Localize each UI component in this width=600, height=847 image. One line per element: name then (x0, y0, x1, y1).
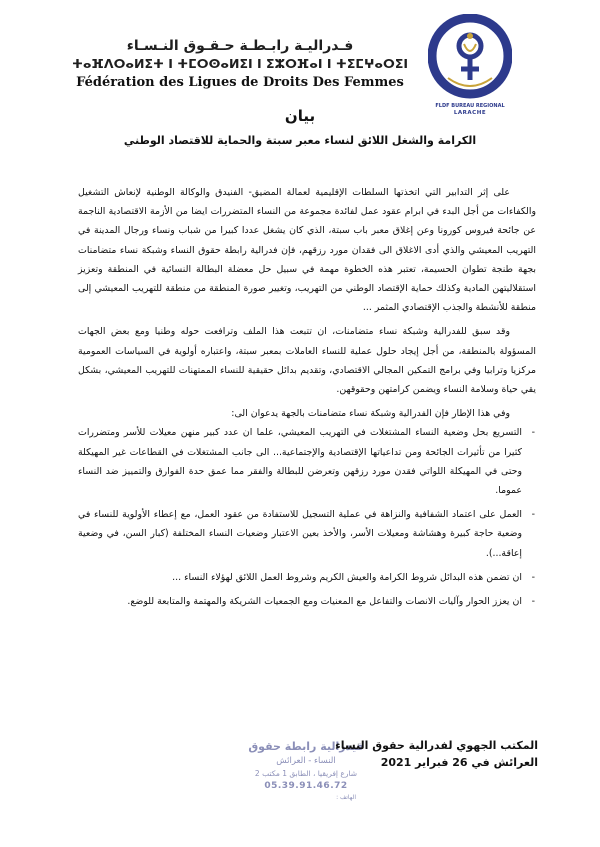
stamp-line-2: النساء - العرائش (276, 756, 336, 766)
logo-bureau-text: FLDF BUREAU REGIONAL (435, 103, 505, 109)
stamp-address: شارع إفريقيا ، الطابق 1 مكتب 2 (254, 769, 358, 778)
demand-item: - ان تضمن هذه البدائل شروط الكرامة والعيش الكريم وشروط العمل اللائق لهؤلاء النساء ... (78, 568, 522, 587)
demand-item: - التسريع بحل وضعية النساء المشتغلات في التهريب المعيشي، علما ان عدد كبير منهن معيلات للأسر ومتضررات كثيرا من تأثيرات الجائحة ومن تداعياتها الإقتصادية والإجتماعية... الى جانب المشتغلات في القطاعات غير المهيكلة وحتى في المهيكلة اللواتي فقدن مورد رزقهن وتعرضن للبطالة والفقر مما عمق حدة الفوارق والتمييز ضد النساء عموما. (78, 423, 522, 500)
paragraph-advocacy: وقد سبق للفدرالية وشبكة نساء متضامنات، ان تتبعت هذا الملف وترافعت حوله وطنيا ومع بعض الجهات المسؤولة بالمنطقة، من أجل إيجاد حلول عملية للنساء العاملات بمعبر سبتة، واعتباره أولوية في السياسات العمومية مركزيا وترابيا وفي برامج التمكين المجالي الاقتصادي، وتقديم بدائل حقيقية للنساء الممتهنات للتهريب المعيشي، بشكل يقي حياة وسلامة النساء ويضمن كرامتهن وحقوقهن. (78, 326, 536, 396)
stamp-line-1: فيدرالية رابطة حقوق (248, 740, 364, 753)
document-title: بيان (284, 107, 316, 125)
logo-city-text: LARACHE (453, 110, 487, 116)
statement-body (78, 183, 536, 611)
demand-item: - ان يعزز الحوار وآليات الانصات والتفاعل مع المعنيات ومع الجمعيات الشريكة والمهتمة والمتابعة للوضع. (78, 592, 522, 611)
signature-block (306, 737, 538, 771)
signature-place-date: العرائش في 26 فبراير 2021 (380, 756, 538, 769)
stamp-phone-label: الهاتف : (336, 794, 356, 801)
document-subtitle: الكرامة والشغل اللائق لنساء معبر سبتة والحماية للاقتصاد الوطني (123, 134, 477, 147)
demands-list (78, 423, 536, 611)
logo-emblem-icon (428, 14, 512, 102)
paragraph-intro: على إثر التدابير التي اتخذتها السلطات الإقليمية لعمالة المضيق- الفنيدق والوكالة الوطنية لإنعاش التشغيل والكفاءات من أجل البدء في ابرام عقود عمل لفائدة مجموعة من النساء المتضررات ايضا من الأزمة الاقتصادية الناجمة عن جائحة فيروس كورونا وعن إغلاق معبر باب سبتة، الذي كان يشغل عددا كبيرا من شباب ونساء ورجال المدينة في التهريب المعيشي والذي أدى الاغلاق الى فقدان مورد رزقهم، فإن فدرالية رابطة حقوق النساء وشبكة نساء متضامنات بجهة طنجة تطوان الحسيمة، تعتبر هذه الخطوة مهمة في سبيل حل معضلة البطالة النسائية في المنطقة وتعزيز استقلاليتهن المادية وكذلك حماية الإقتصاد الوطني من التهريب، وتغيير صورة المنطقة من منطقة للتهريب المعيشي إلى منطقة للأنشطة والجذب الإقتصادي المثمر ... (78, 187, 536, 314)
federation-logo (428, 14, 512, 114)
demand-item: - العمل على اعتماد الشفافية والنزاهة في عملية التسجيل للاستفادة من عقود العمل، مع إعطاء الأولوية للنساء في وضعية حاجة كبيرة وهشاشة ومعيلات الأسر، والأخذ بعين الاعتبار وضعيات النساء المختلفة (كبار السن، في وضعية إعاقة...). (78, 505, 522, 563)
org-name-tifinagh: ⵜⴰⴼⴷⵔⴰⵍⵉⵜ ⵏ ⵜⵎⵔⵙⴰⵍⵉⵏ ⵏ ⵉⵣⵔⴼⴰⵏ ⵏ ⵜⵉⵎⵖⴰⵔⵉⵏ (71, 56, 409, 71)
signature-office: المكتب الجهوي لفدرالية حقوق النساء (335, 739, 538, 752)
org-name-french: Fédération des Ligues de Droits Des Femmes (76, 75, 404, 90)
org-name-arabic: فـدراليـة رابـطـة حـقـوق النـسـاء (126, 38, 354, 54)
stamp-phone: 05.39.91.46.72 (264, 781, 348, 791)
paragraph-demands-intro: وفي هذا الإطار فإن الفدرالية وشبكة نساء متضامنات بالجهة يدعوان الى: (231, 408, 510, 420)
